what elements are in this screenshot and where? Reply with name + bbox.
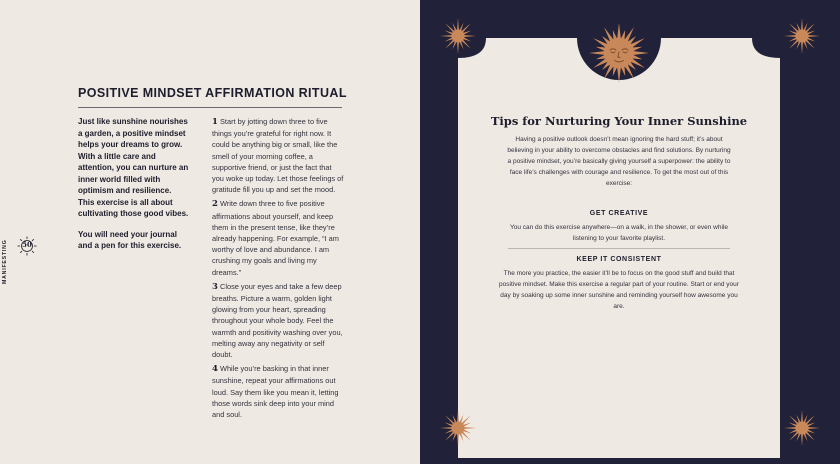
sun-ornament-icon bbox=[782, 408, 822, 448]
step-number: 1 bbox=[212, 117, 218, 127]
sun-ornament-icon bbox=[782, 16, 822, 56]
tip-heading-creative: GET CREATIVE bbox=[589, 210, 649, 217]
tip-body-creative: You can do this exercise anywhere—on a walk, in the shower, or even while listening to your favorite playlist. bbox=[510, 224, 728, 242]
steps-column bbox=[212, 116, 344, 423]
step-1 bbox=[212, 116, 344, 195]
step-number: 4 bbox=[212, 364, 218, 375]
step-2 bbox=[212, 198, 344, 277]
page-title: POSITIVE MINDSET AFFIRMATION RITUAL bbox=[78, 86, 347, 100]
step-text: Start by jotting down three to five things you’re grateful for right now. It could be anything big or small, like the smell of your morning coffee, a supportive friend, or just the fact that you woke up today. Let those feelings of gratitude fill you up and set the mood. bbox=[212, 117, 344, 195]
step-number: 3 bbox=[212, 281, 218, 292]
section-label: MANIFESTING bbox=[2, 239, 8, 284]
tip-heading-consistent: KEEP IT CONSISTENT bbox=[576, 256, 662, 263]
step-3 bbox=[212, 281, 344, 360]
tips-card bbox=[458, 38, 780, 458]
step-4 bbox=[212, 363, 344, 420]
card-title: Tips for Nurturing Your Inner Sunshine bbox=[490, 114, 748, 128]
card-intro: Having a positive outlook doesn’t mean ignoring the hard stuff; it’s about believing in your ability to overcome obstacles and find solutions. By nurturing a positive mindset, you’re basically giving yourself a superpower: the ability to face life’s challenges with courage and resilience. To get the most out of this exercise: bbox=[507, 136, 731, 187]
step-text: Write down three to five positive affirmations about yourself, and keep them in the present tense, like they’re already happening. For example, “I am worthy of love and abundance. I am crushing my goals and living my dreams.” bbox=[212, 199, 339, 277]
step-number: 2 bbox=[212, 199, 218, 210]
title-divider bbox=[78, 107, 342, 108]
page-number: 50 bbox=[22, 240, 32, 249]
intro-column bbox=[78, 116, 190, 261]
supplies-paragraph: You will need your journal and a pen for this exercise. bbox=[78, 229, 182, 250]
tip-body-consistent: The more you practice, the easier it’ll be to focus on the good stuff and build that positive mindset. Make this exercise a regular part of your routine. Start or end your day by soaking up some inner sunshine and reminding yourself how awesome you are. bbox=[499, 270, 739, 310]
step-text: While you’re basking in that inner sunshine, repeat your affirmations out loud. Say them like you mean it, letting those words sink deep into your mind and soul. bbox=[212, 364, 339, 420]
intro-paragraph: Just like sunshine nourishes a garden, a positive mindset helps your dreams to grow. With a little care and attention, you can nurture an inner world filled with optimism and resilience. This exercise is all about cultivating those good vibes. bbox=[78, 117, 189, 218]
step-text: Close your eyes and take a few deep breaths. Picture a warm, golden light glowing from your heart, spreading throughout your whole body. Feel the warmth and positivity washing over you, melting away any negativity or self doubt. bbox=[212, 281, 343, 360]
tip-divider bbox=[508, 248, 730, 249]
